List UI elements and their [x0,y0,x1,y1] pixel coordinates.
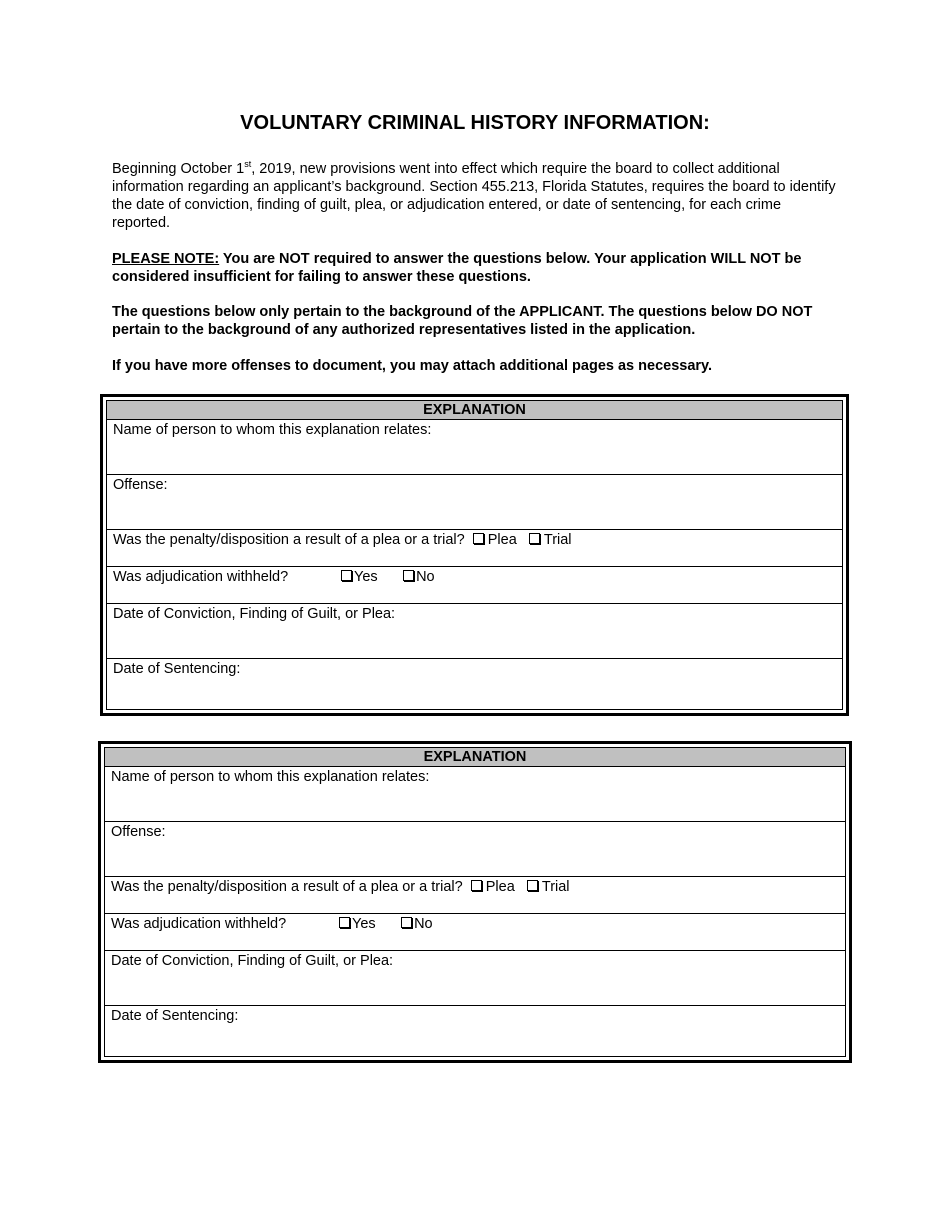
please-note-label: PLEASE NOTE: [112,251,220,267]
page-title: VOLUNTARY CRIMINAL HISTORY INFORMATION: [240,112,710,134]
yes-label: Yes [354,569,378,585]
trial-checkbox[interactable] [527,878,570,896]
checkbox-icon [341,570,352,581]
trial-label: Trial [541,879,570,895]
explanation-form-1 [100,394,849,716]
please-note-paragraph [112,250,842,286]
explanation-header: EXPLANATION [105,748,845,767]
adjudication-row [105,914,845,951]
no-label: No [416,569,435,585]
sentencing-date-field[interactable] [105,1006,845,1061]
sentencing-date-label: Date of Sentencing: [113,661,241,677]
adjudication-label: Was adjudication withheld? [113,569,289,585]
checkbox-icon [527,880,538,891]
explanation-header: EXPLANATION [107,401,842,420]
plea-checkbox[interactable] [471,878,515,896]
penalty-row [107,530,842,567]
offense-field[interactable] [107,475,842,530]
intro-text-start: Beginning October 1 [112,161,245,177]
yes-checkbox[interactable] [341,568,399,586]
intro-text-rest: , 2019, new provisions went into effect which require the board to collect additional information regarding an applicant’s background. Section 455.213, Florida Statutes, requires the board to identify the date of conviction, finding of guilt, plea, or adjudication entered, or date of sentencing, for each crime reported. [112,161,836,231]
applicant-note: The questions below only pertain to the background of the APPLICANT. The questions below DO NOT pertain to the background of any authorized representatives listed in the application. [112,304,813,338]
yes-label: Yes [352,916,376,932]
explanation-form-2 [98,741,852,1063]
conviction-date-field[interactable] [107,604,842,659]
offense-field[interactable] [105,822,845,877]
no-checkbox[interactable] [401,915,433,933]
name-label: Name of person to whom this explanation relates: [113,422,432,438]
yes-checkbox[interactable] [339,915,397,933]
no-checkbox[interactable] [403,568,435,586]
adjudication-row [107,567,842,604]
checkbox-icon [473,533,484,544]
name-field[interactable] [105,767,845,822]
penalty-label: Was the penalty/disposition a result of a plea or a trial? [113,532,465,548]
sentencing-date-label: Date of Sentencing: [111,1008,239,1024]
please-note-text: You are NOT required to answer the questions below. Your application WILL NOT be considered insufficient for failing to answer these questions. [112,251,802,285]
conviction-date-field[interactable] [105,951,845,1006]
attach-note: If you have more offenses to document, you may attach additional pages as necessary. [112,358,713,374]
plea-checkbox[interactable] [473,531,517,549]
conviction-date-label: Date of Conviction, Finding of Guilt, or Plea: [111,953,394,969]
name-label: Name of person to whom this explanation relates: [111,769,430,785]
intro-paragraph [112,160,842,232]
penalty-label: Was the penalty/disposition a result of a plea or a trial? [111,879,463,895]
intro-superscript: st [244,159,252,169]
plea-label: Plea [485,879,515,895]
checkbox-icon [339,917,350,928]
no-label: No [414,916,433,932]
penalty-row [105,877,845,914]
trial-label: Trial [543,532,572,548]
checkbox-icon [401,917,412,928]
conviction-date-label: Date of Conviction, Finding of Guilt, or Plea: [113,606,396,622]
checkbox-icon [529,533,540,544]
adjudication-label: Was adjudication withheld? [111,916,287,932]
name-field[interactable] [107,420,842,475]
checkbox-icon [403,570,414,581]
offense-label: Offense: [113,477,168,493]
checkbox-icon [471,880,482,891]
trial-checkbox[interactable] [529,531,572,549]
sentencing-date-field[interactable] [107,659,842,714]
plea-label: Plea [487,532,517,548]
offense-label: Offense: [111,824,166,840]
